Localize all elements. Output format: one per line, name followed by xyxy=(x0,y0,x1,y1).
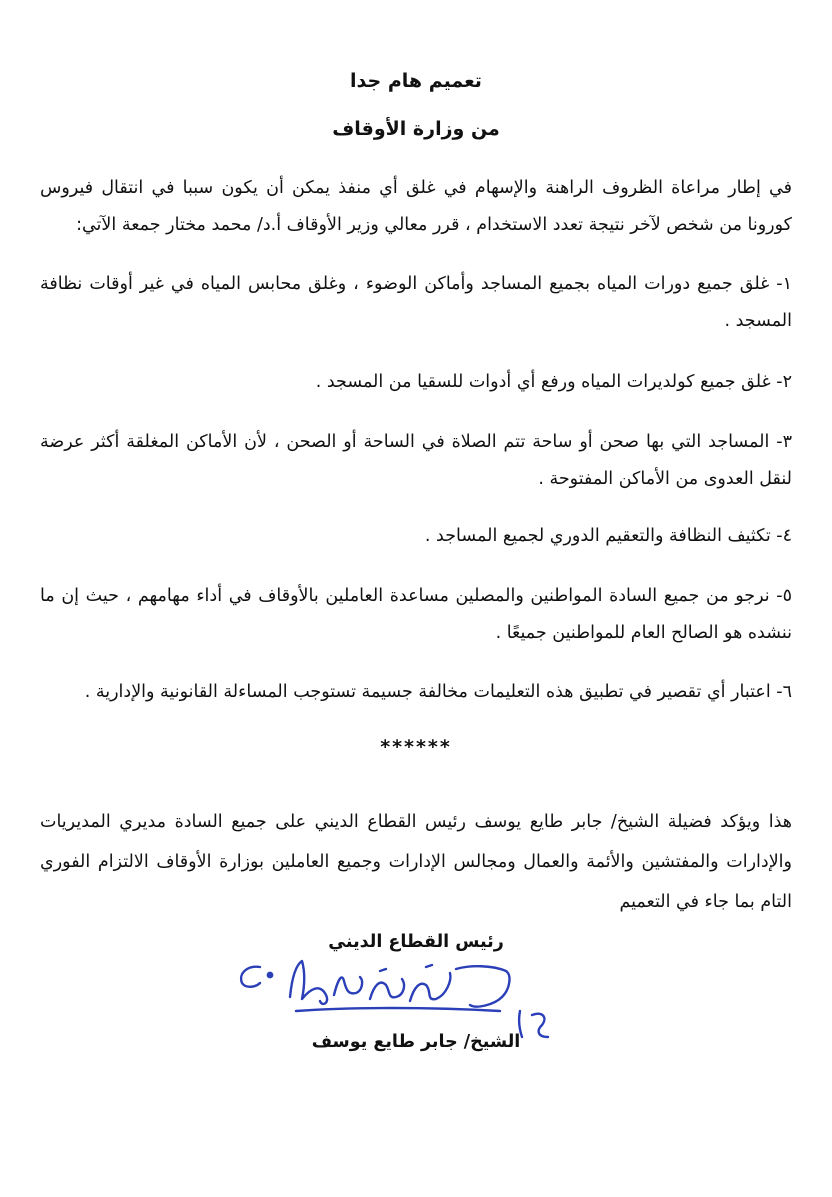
list-item-6: ٦- اعتبار أي تقصير في تطبيق هذه التعليمات مخالفة جسيمة تستوجب المساءلة القانونية والإدارية . xyxy=(84,682,792,702)
list-item-2: ٢- غلق جميع كولديرات المياه ورفع أي أدوات للسقيا من المسجد . xyxy=(315,372,792,392)
document-title: تعميم هام جدا xyxy=(350,70,482,92)
document-subtitle: من وزارة الأوقاف xyxy=(332,118,500,140)
signatory-name: الشيخ/ جابر طايع يوسف xyxy=(311,1032,521,1052)
list-item-4: ٤- تكثيف النظافة والتعقيم الدوري لجميع المساجد . xyxy=(424,526,792,546)
intro-paragraph: في إطار مراعاة الظروف الراهنة والإسهام في غلق أي منفذ يمكن أن يكون سببا في انتقال فيروس كورونا من شخص لآخر نتيجة تعدد الاستخدام ، قرر معالي وزير الأوقاف أ.د/ محمد مختار جمعة الآتي: xyxy=(40,178,792,235)
list-item-3: ٣- المساجد التي بها صحن أو ساحة تتم الصلاة في الساحة أو الصحن ، لأن الأماكن المغلقة أكثر عرضة لنقل العدوى من الأماكن المفتوحة . xyxy=(40,432,792,489)
list-item-5: ٥- نرجو من جميع السادة المواطنين والمصلين مساعدة العاملين بالأوقاف في أداء مهامهم ، حيث إن ما ننشده هو الصالح العام للمواطنين جميعًا . xyxy=(40,586,792,643)
list-item-1: ١- غلق جميع دورات المياه بجميع المساجد وأماكن الوضوء ، وغلق محابس المياه في غير أوقات نظافة المسجد . xyxy=(40,274,792,331)
closing-paragraph: هذا ويؤكد فضيلة الشيخ/ جابر طايع يوسف رئيس القطاع الديني على جميع السادة مديري المديريات والإدارات والمفتشين والأئمة والعمال ومجالس الإدارات وجميع العاملين بوزارة الأوقاف الالتزام الفوري التام بما جاء في التعميم xyxy=(40,812,792,912)
separator-stars: ****** xyxy=(380,736,452,758)
signature-title: رئيس القطاع الديني xyxy=(328,932,504,952)
